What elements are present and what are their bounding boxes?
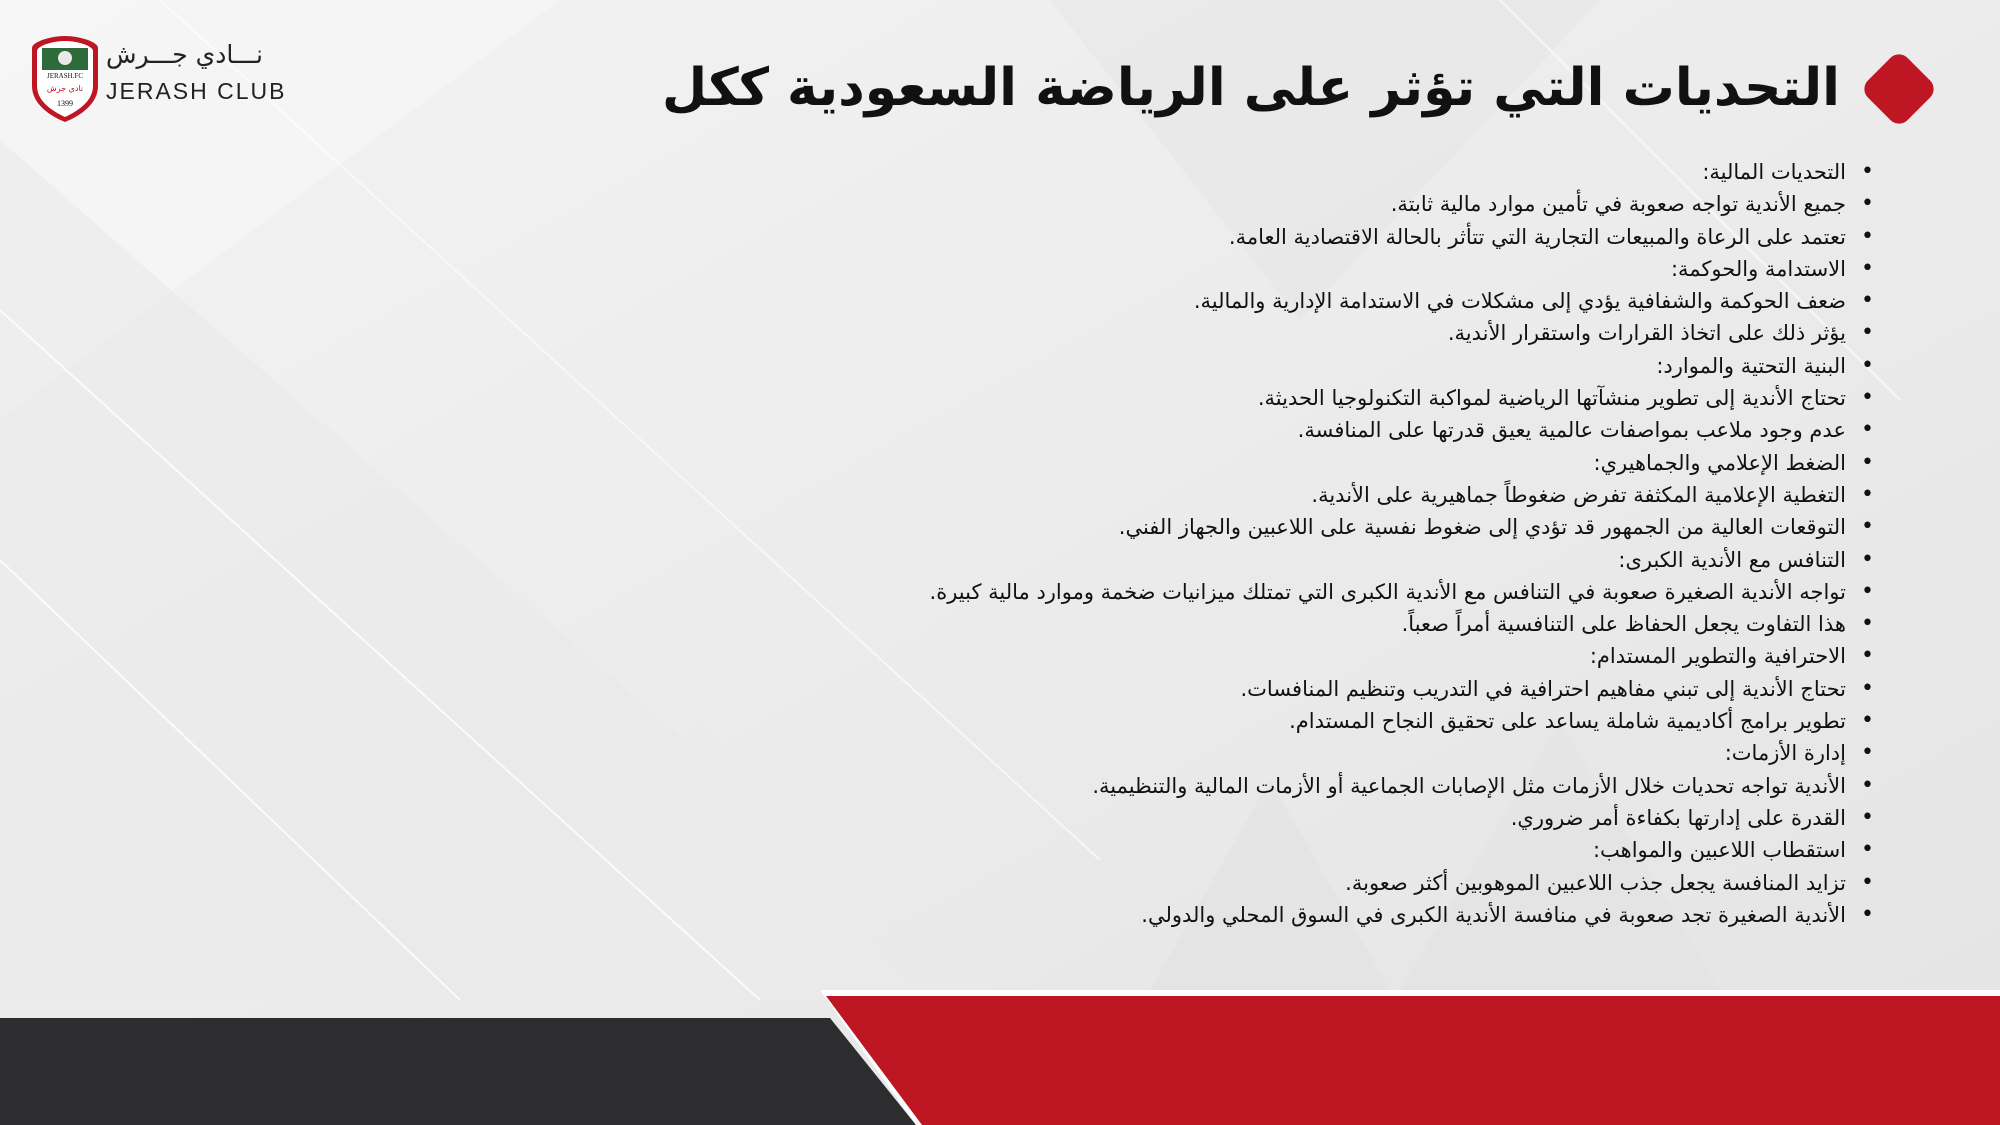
- player-figure-icon: [58, 51, 72, 65]
- club-name-arabic: نـــادي جـــرش: [106, 40, 263, 69]
- club-name-english: JERASH CLUB: [106, 78, 287, 104]
- list-item: • يؤثر ذلك على اتخاذ القرارات واستقرار الأندية.: [468, 317, 1868, 349]
- list-item: • تطوير برامج أكاديمية شاملة يساعد على تحقيق النجاح المستدام.: [468, 705, 1868, 737]
- list-item: • التحديات المالية:: [468, 156, 1868, 188]
- list-item: • تزايد المنافسة يجعل جذب اللاعبين الموهوبين أكثر صعوبة.: [468, 867, 1868, 899]
- list-item: • الاستدامة والحوكمة:: [468, 253, 1868, 285]
- list-item: • القدرة على إدارتها بكفاءة أمر ضروري.: [468, 802, 1868, 834]
- list-item: • إدارة الأزمات:: [468, 737, 1868, 769]
- list-item: • تعتمد على الرعاة والمبيعات التجارية التي تتأثر بالحالة الاقتصادية العامة.: [468, 221, 1868, 253]
- logo-top-text: JERASH.FC: [47, 72, 83, 80]
- challenges-list: [468, 156, 1868, 931]
- list-item: • التنافس مع الأندية الكبرى:: [468, 544, 1868, 576]
- list-item: • تحتاج الأندية إلى تبني مفاهيم احترافية في التدريب وتنظيم المنافسات.: [468, 673, 1868, 705]
- title-diamond-icon: [1852, 42, 1946, 136]
- list-item: • الضغط الإعلامي والجماهيري:: [468, 447, 1868, 479]
- dark-band: [0, 1018, 916, 1125]
- slide-title: التحديات التي تؤثر على الرياضة السعودية ككل: [662, 58, 1840, 118]
- list-item: • عدم وجود ملاعب بمواصفات عالمية يعيق قدرتها على المنافسة.: [468, 414, 1868, 446]
- list-item: • تحتاج الأندية إلى تطوير منشآتها الرياضية لمواكبة التكنولوجيا الحديثة.: [468, 382, 1868, 414]
- list-item: • هذا التفاوت يجعل الحفاظ على التنافسية أمراً صعباً.: [468, 608, 1868, 640]
- list-item: • التوقعات العالية من الجمهور قد تؤدي إلى ضغوط نفسية على اللاعبين والجهاز الفني.: [468, 511, 1868, 543]
- list-item: • تواجه الأندية الصغيرة صعوبة في التنافس مع الأندية الكبرى التي تمتلك ميزانيات ضخمة وموارد مالية كبيرة.: [468, 576, 1868, 608]
- list-item: • استقطاب اللاعبين والمواهب:: [468, 834, 1868, 866]
- list-item: • البنية التحتية والموارد:: [468, 350, 1868, 382]
- list-item: • جميع الأندية تواجه صعوبة في تأمين موارد مالية ثابتة.: [468, 188, 1868, 220]
- red-band: [826, 996, 2000, 1125]
- list-item: • ضعف الحوكمة والشفافية يؤدي إلى مشكلات في الاستدامة الإدارية والمالية.: [468, 285, 1868, 317]
- list-item: • الاحترافية والتطوير المستدام:: [468, 640, 1868, 672]
- club-logo: [28, 34, 102, 124]
- list-item: • الأندية تواجه تحديات خلال الأزمات مثل الإصابات الجماعية أو الأزمات المالية والتنظيمية.: [468, 770, 1868, 802]
- list-item: • الأندية الصغيرة تجد صعوبة في منافسة الأندية الكبرى في السوق المحلي والدولي.: [468, 899, 1868, 931]
- logo-middle-text: نادي جرش: [46, 84, 84, 93]
- logo-year: 1399: [57, 99, 73, 108]
- list-item: • التغطية الإعلامية المكثفة تفرض ضغوطاً جماهيرية على الأندية.: [468, 479, 1868, 511]
